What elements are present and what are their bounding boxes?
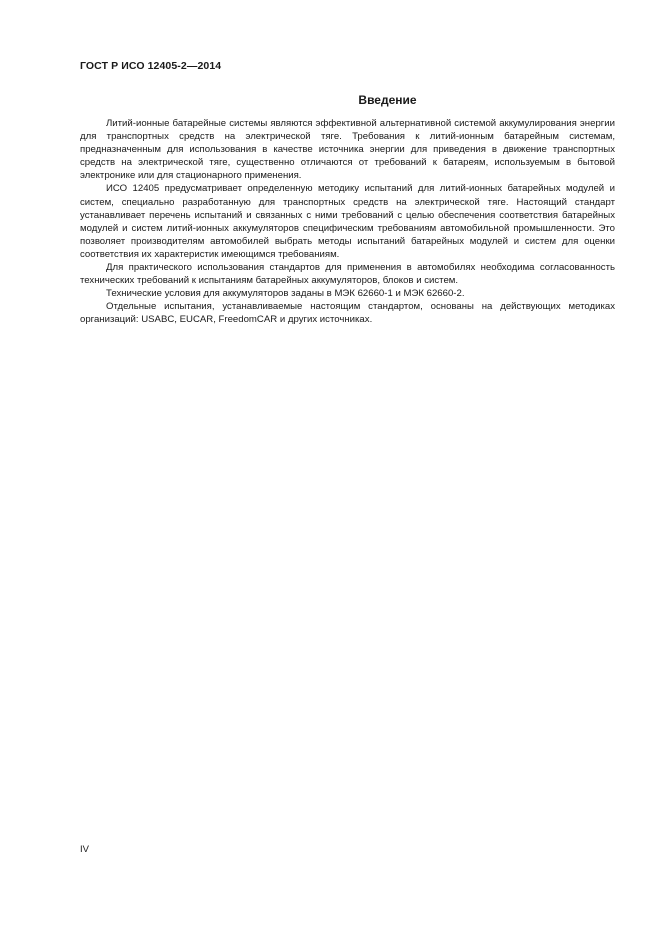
paragraph: Отдельные испытания, устанавливаемые настоящим стандартом, основаны на действующих методиках организаций: USABC, EUCAR, FreedomCAR и других источниках. bbox=[80, 301, 615, 326]
paragraph: ИСО 12405 предусматривает определенную методику испытаний для литий-ионных батарейных модулей и систем, специально разработанную для транспортных средств на электрической тяге. Настоящий стандарт устанавливает перечень испытаний и связанных с ними требований с целью обеспечения соответствия батарейных модулей и систем литий-ионных аккумуляторов специфическим требованиям автомобильной промышленности. Это позволяет производителям автомобилей выбрать методы испытаний батарейных модулей и систем для оценки соответствия их характеристик имеющимся требованиям. bbox=[80, 183, 615, 260]
paragraph: Для практического использования стандартов для применения в автомобилях необходима согласованность технических требований к испытаниям батарейных аккумуляторов, блоков и систем. bbox=[80, 262, 615, 287]
section-title: Введение bbox=[358, 93, 417, 107]
page-number: IV bbox=[80, 844, 89, 855]
paragraph: Литий-ионные батарейные системы являются эффективной альтернативной системой аккумулирования энергии для транспортных средств на электрической тяге. Требования к литий-ионным батарейным системам, предназначенным для использования в качестве источника энергии для приведения в движение транспортных средств на электрической тяге, существенно отличаются от требований к батареям, используемым в бытовой электронике или для стационарного применения. bbox=[80, 118, 615, 182]
document-header: ГОСТ Р ИСО 12405-2—2014 bbox=[80, 60, 222, 72]
paragraph: Технические условия для аккумуляторов заданы в МЭК 62660-1 и МЭК 62660-2. bbox=[106, 288, 465, 300]
body-text bbox=[80, 117, 615, 327]
